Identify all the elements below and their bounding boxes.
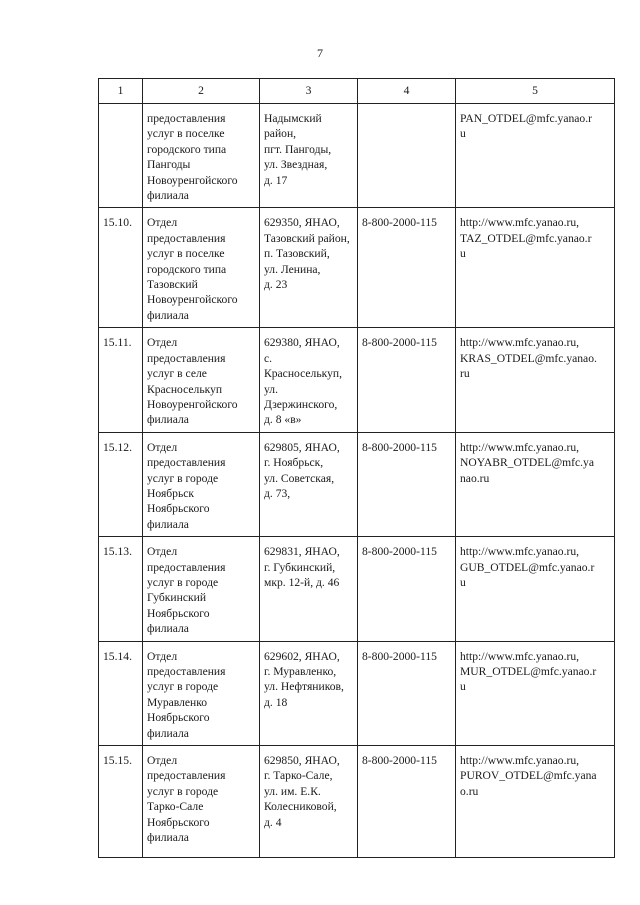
address-line: ул. [264, 382, 278, 396]
address-line: 629850, ЯНАО, [264, 754, 340, 768]
column-header-2: 2 [143, 79, 260, 104]
office-name-line: Отдел [147, 336, 178, 350]
office-name-line: предоставления [147, 665, 226, 678]
phone-number: 8-800-2000-115 [362, 440, 437, 454]
column-header-1: 1 [99, 79, 143, 104]
contacts-cell [456, 641, 615, 745]
address-line: ул. Советская, [264, 471, 335, 485]
column-header-5: 5 [456, 79, 615, 104]
office-name-line: филиала [147, 413, 189, 427]
row-number: 15.11. [103, 336, 132, 350]
address-line: район, [264, 127, 297, 141]
office-name-cell [143, 328, 260, 432]
address-line: г. Ноябрьск, [264, 456, 324, 470]
office-name-line: Красноселькуп [147, 382, 223, 396]
table-row [99, 641, 615, 745]
contact-line: http://www.mfc.yanao.ru, [460, 545, 580, 559]
table-row [99, 104, 615, 208]
contact-line: u [460, 127, 466, 141]
office-name-line: городского типа [147, 262, 227, 276]
office-name-line: Губкинский [147, 591, 207, 605]
office-name-line: услуг в селе [147, 367, 207, 381]
address-line: 629602, ЯНАО, [264, 649, 340, 663]
contact-line: u [460, 680, 466, 694]
contacts-cell [456, 104, 615, 208]
contact-line: http://www.mfc.yanao.ru, [460, 649, 580, 663]
address-line: Надымский [264, 112, 322, 125]
office-name-line: Пангоды [147, 158, 191, 172]
office-name-line: предоставления [147, 231, 226, 245]
office-name-line: услуг в поселке [147, 127, 225, 141]
office-name-line: предоставления [147, 560, 226, 574]
office-name-line: Новоуренгойского [147, 173, 238, 187]
office-name-cell [143, 537, 260, 641]
address-line: Колесниковой, [264, 800, 337, 814]
office-name-line: Отдел [147, 754, 178, 768]
address-line: д. 23 [264, 278, 288, 292]
office-name-line: услуг в городе [147, 680, 219, 694]
contact-line: PAN_OTDEL@mfc.yanao.r [460, 112, 592, 125]
address-line: пгт. Пангоды, [264, 142, 332, 156]
contact-line: u [460, 247, 466, 261]
address-line: Дзержинского, [264, 397, 338, 411]
address-cell [260, 208, 358, 328]
address-line: ул. им. Е.К. [264, 784, 321, 798]
address-line: мкр. 12-й, д. 46 [264, 575, 340, 589]
address-cell [260, 537, 358, 641]
office-name-cell [143, 641, 260, 745]
office-name-line: филиала [147, 726, 189, 740]
address-line: 629831, ЯНАО, [264, 545, 340, 559]
office-name-line: Тарко-Сале [147, 800, 204, 814]
row-number: 15.10. [103, 216, 132, 230]
contact-line: http://www.mfc.yanao.ru, [460, 754, 580, 768]
address-line: г. Губкинский, [264, 560, 336, 574]
address-line: г. Тарко-Сале, [264, 769, 333, 783]
row-number: 15.15. [103, 754, 132, 768]
office-name-line: Новоуренгойского [147, 293, 238, 307]
address-line: д. 73, [264, 486, 291, 500]
contacts-cell [456, 746, 615, 858]
row-number-cell [99, 328, 143, 432]
contact-line: NOYABR_OTDEL@mfc.ya [460, 456, 595, 470]
office-name-line: Ноябрьского [147, 502, 210, 516]
address-cell [260, 432, 358, 536]
office-name-line: Отдел [147, 440, 178, 454]
address-line: 629350, ЯНАО, [264, 216, 340, 230]
phone-cell [358, 104, 456, 208]
office-name-line: Ноябрьского [147, 815, 210, 829]
row-number-cell [99, 746, 143, 858]
phone-number: 8-800-2000-115 [362, 216, 437, 230]
office-name-line: Отдел [147, 545, 178, 559]
phone-cell [358, 432, 456, 536]
office-name-line: предоставления [147, 351, 226, 365]
office-name-line: предоставления [147, 112, 226, 125]
address-cell [260, 746, 358, 858]
table-row [99, 208, 615, 328]
office-name-cell [143, 432, 260, 536]
contact-line: TAZ_OTDEL@mfc.yanao.r [460, 231, 592, 245]
row-number-cell [99, 641, 143, 745]
phone-cell [358, 641, 456, 745]
office-name-line: филиала [147, 831, 189, 845]
office-name-cell [143, 746, 260, 858]
office-name-line: Ноябрьск [147, 486, 195, 500]
row-number-cell [99, 208, 143, 328]
office-name-line: услуг в городе [147, 575, 219, 589]
office-name-line: Тазовский [147, 278, 198, 292]
office-name-cell [143, 104, 260, 208]
contact-line: o.ru [460, 784, 479, 798]
row-number-cell [99, 432, 143, 536]
row-number: 15.12. [103, 440, 132, 454]
office-name-line: услуг в городе [147, 784, 219, 798]
office-name-line: Отдел [147, 649, 178, 663]
contact-line: http://www.mfc.yanao.ru, [460, 440, 580, 454]
column-header-4: 4 [358, 79, 456, 104]
header-row [99, 79, 615, 104]
page-number: 7 [317, 46, 323, 60]
contact-line: KRAS_OTDEL@mfc.yanao. [460, 351, 597, 365]
address-line: ул. Звездная, [264, 158, 328, 172]
office-name-line: Ноябрьского [147, 711, 210, 725]
offices-table [98, 78, 615, 858]
address-cell [260, 104, 358, 208]
office-name-line: филиала [147, 517, 189, 531]
contact-line: ru [460, 367, 470, 381]
contacts-cell [456, 208, 615, 328]
phone-number: 8-800-2000-115 [362, 336, 437, 350]
contact-line: nao.ru [460, 471, 490, 485]
contact-line: u [460, 575, 466, 589]
phone-cell [358, 208, 456, 328]
column-header-3: 3 [260, 79, 358, 104]
office-name-line: городского типа [147, 142, 227, 156]
phone-cell [358, 328, 456, 432]
table-row [99, 746, 615, 858]
table-row [99, 328, 615, 432]
phone-cell [358, 537, 456, 641]
phone-number: 8-800-2000-115 [362, 545, 437, 559]
contact-line: PUROV_OTDEL@mfc.yana [460, 769, 597, 783]
table-row [99, 432, 615, 536]
contacts-cell [456, 432, 615, 536]
contacts-cell [456, 328, 615, 432]
row-number-cell [99, 104, 143, 208]
contact-line: http://www.mfc.yanao.ru, [460, 216, 580, 230]
address-line: ул. Нефтяников, [264, 680, 344, 694]
contact-line: http://www.mfc.yanao.ru, [460, 336, 580, 350]
address-line: п. Тазовский, [264, 247, 330, 261]
office-name-line: Ноябрьского [147, 606, 210, 620]
office-name-line: услуг в поселке [147, 247, 225, 261]
address-line: д. 8 «в» [264, 413, 302, 427]
table-body [99, 104, 615, 858]
address-line: Тазовский район, [264, 231, 350, 245]
address-line: с. [264, 351, 273, 365]
row-number-cell [99, 537, 143, 641]
office-name-line: услуг в городе [147, 471, 219, 485]
row-number: 15.14. [103, 649, 132, 663]
phone-number: 8-800-2000-115 [362, 754, 437, 768]
office-name-line: предоставления [147, 456, 226, 470]
address-line: 629380, ЯНАО, [264, 336, 340, 350]
address-cell [260, 328, 358, 432]
phone-number: 8-800-2000-115 [362, 649, 437, 663]
address-line: д. 17 [264, 173, 288, 187]
address-line: ул. Ленина, [264, 262, 321, 276]
office-name-line: Отдел [147, 216, 178, 230]
office-name-line: предоставления [147, 769, 226, 783]
phone-cell [358, 746, 456, 858]
contact-line: MUR_OTDEL@mfc.yanao.r [460, 665, 597, 678]
contact-line: GUB_OTDEL@mfc.yanao.r [460, 560, 595, 574]
address-line: д. 4 [264, 815, 282, 829]
contacts-cell [456, 537, 615, 641]
row-number: 15.13. [103, 545, 132, 559]
office-name-line: Муравленко [147, 695, 208, 709]
address-line: г. Муравленко, [264, 665, 337, 678]
office-name-cell [143, 208, 260, 328]
address-line: д. 18 [264, 695, 288, 709]
address-line: Красноселькуп, [264, 367, 342, 381]
office-name-line: филиала [147, 308, 189, 322]
office-name-line: филиала [147, 189, 189, 203]
address-cell [260, 641, 358, 745]
address-line: 629805, ЯНАО, [264, 440, 340, 454]
office-name-line: филиала [147, 622, 189, 636]
office-name-line: Новоуренгойского [147, 397, 238, 411]
table-row [99, 537, 615, 641]
